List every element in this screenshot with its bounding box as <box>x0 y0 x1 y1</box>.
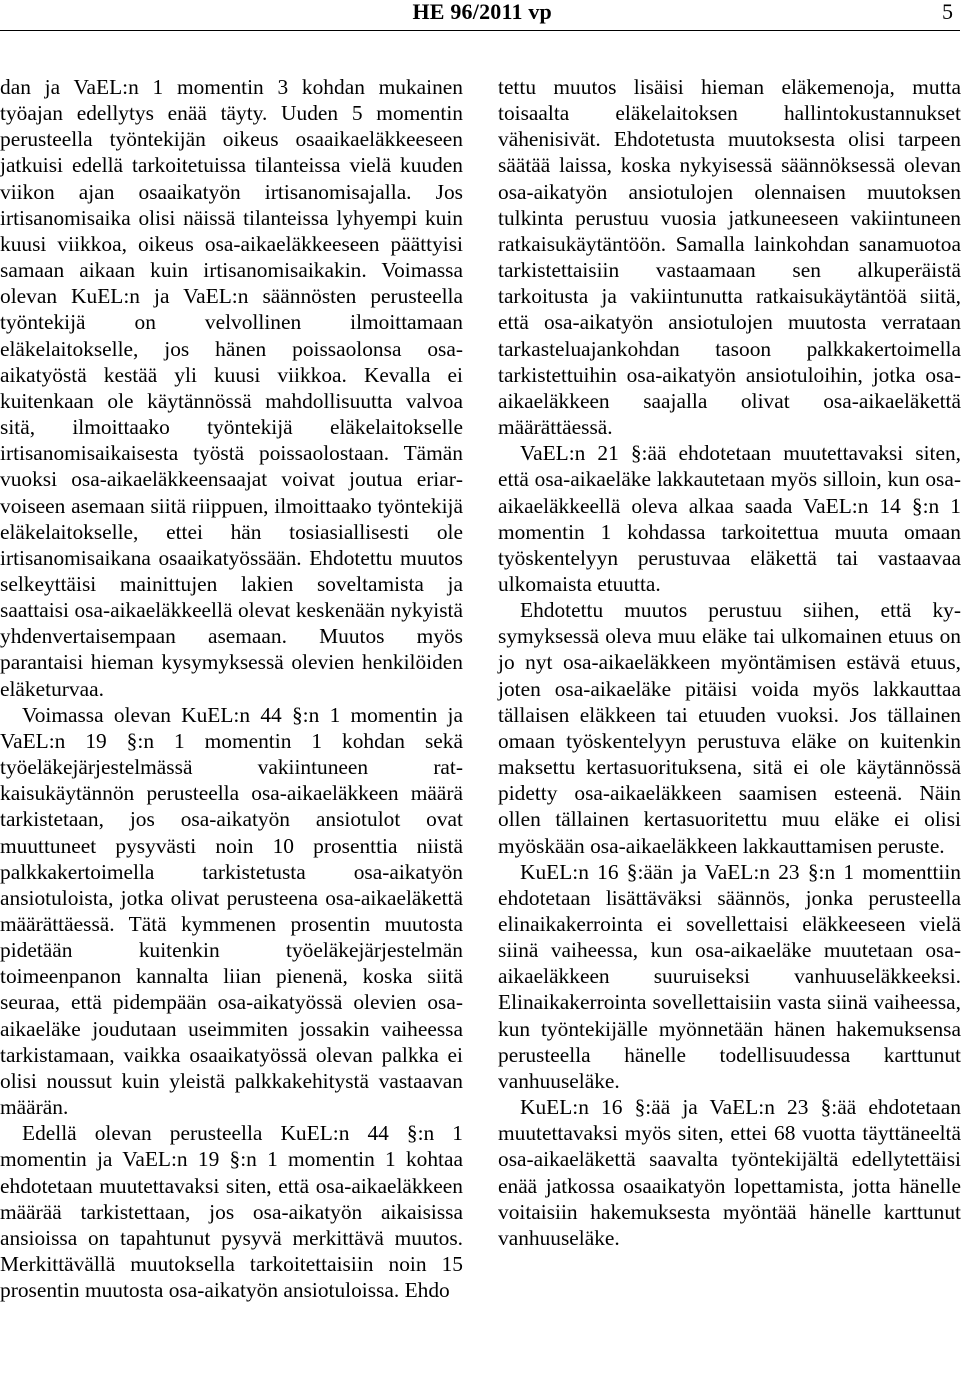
paragraph: Voimassa olevan KuEL:n 44 §:n 1 momentin ja VaEL:n 19 §:n 1 momentin 1 kohdan sekä työeläkejärjestelmässä vakiintuneen ratkaisukäytännön perusteella osa-aikaeläkkeen määrä tarkistetaan, jos osa-aikatyön ansiotulot ovat muuttuneet pysyvästi noin 10 prosenttia niistä palkkakertoimella tarkistetusta osa-aikatyön ansiotuloista, jotka olivat perusteena osa-aikaeläkettä määrättäessä. Tätä kymmenen prosentin muutosta pidetään kuitenkin työeläkejärjestelmän toimeenpanon kannalta liian pienenä, koska siitä seuraa, että pidempään osa-aikatyössä olevien osaaikaeläke joudutaan useimmiten jossakin vaiheessa tarkistamaan, vaikka osaaikatyössä olevan palkka ei olisi noussut kuin yleistä palkkakehitystä vastaavan määrän. <box>0 702 463 1120</box>
page-number: 5 <box>942 0 953 24</box>
right-column <box>498 74 961 1251</box>
header-rule <box>0 30 960 31</box>
paragraph: KuEL:n 16 §:ään ja VaEL:n 23 §:n 1 momenttiin ehdotetaan lisättäväksi säännös, jonka perusteella elinaikakerrointa ei sovellettaisi eläkkeeseen vielä siinä vaiheessa, kun osa-aikaeläke muutetaan osa-aikaeläkkeen suuruiseksi vanhuuseläkkeeksi. Elinaikakerrointa sovellettaisiin vasta siinä vaiheessa, kun työntekijälle myönnetään hänen hakemuksensa perusteella hänelle todellisuudessa karttunut vanhuuseläke. <box>498 859 961 1093</box>
paragraph: KuEL:n 16 §:ää ja VaEL:n 23 §:ää ehdotetaan muutettavaksi myös siten, ettei 68 vuotta täyttäneeltä osa-aikaeläkettä saavalta työntekijältä edellytettäisi enää jatkossa osaaikatyön lopettamista, jotta hänelle voitaisiin hakemuksesta myöntää hänelle karttunut vanhuuseläke. <box>498 1095 961 1250</box>
paragraph: Edellä olevan perusteella KuEL:n 44 §:n 1 momentin ja VaEL:n 19 §:n 1 momentin 1 kohtaa ehdotetaan muutettavaksi siten, että osa-aikaeläkkeen määrää tarkistettaan, jos osa-aikatyön aikaisissa ansioissa on tapahtunut pysyvä merkittävä muutos. Merkittävällä muutoksella tarkoitettaisiin noin 15 prosentin muutosta osa-aikatyön ansiotuloissa. Ehdo <box>0 1121 463 1303</box>
paragraph: dan ja VaEL:n 1 momentin 3 kohdan mukainen työajan edellytys enää täyty. Uuden 5 momentin perusteella työntekijän oikeus osaaikaeläkkeeseen jatkuisi edellä tarkoitetuissa tilanteissa vielä kuuden viikon ajan osaaikatyön irtisanomisajalla. Jos irtisanomisaika olisi näissä tilanteissa lyhyempi kuin kuusi viikkoa, oikeus osa-aikaeläkkeeseen päättyisi samaan aikaan kuin irtisanomisaikakin. Voimassa olevan KuEL:n ja VaEL:n säännösten perusteella työntekijä on velvollinen ilmoittamaan eläkelaitokselle, jos hänen poissaolonsa osa-aikatyöstä kestää yli kuusi viikkoa. Kevalla ei kuitenkaan ole käytännössä mahdollisuutta valvoa sitä, ilmoittaako työntekijä eläkelaitokselle irtisanomisaikaisesta työstä poissaolostaan. Tämän vuoksi osa-aikaeläkkeensaajat voivat joutua eriarvoiseen asemaan siitä riippuen, ilmoittaako työntekijä eläkelaitokselle, ettei hän tosiasiallisesti ole irtisanomisaikana osaaikatyössään. Ehdotettu muutos selkeyttäisi mainittujen lakien soveltamista ja saattaisi osa-aikaeläkkeellä olevat keskenään nykyistä yhdenvertaisempaan asemaan. Muutos myös parantaisi hieman kysymyksessä olevien henkilöiden eläketurvaa. <box>0 75 463 701</box>
paragraph: VaEL:n 21 §:ää ehdotetaan muutettavaksi siten, että osa-aikaeläke lakkautetaan myös silloin, kun osa-aikaeläkkeellä oleva alkaa saada VaEL:n 14 §:n 1 momentin 1 kohdassa tarkoitettua muuta omaan työskentelyyn perustuvaa eläkettä tai vastaavaa ulkomaista etuutta. <box>498 441 961 596</box>
left-column <box>0 74 463 1303</box>
paragraph: Ehdotettu muutos perustuu siihen, että kysymyksessä oleva muu eläke tai ulkomainen etuus on jo nyt osa-aikaeläkkeen myöntämisen estävä etuus, joten osa-aikaeläke pitäisi voida myös lakkauttaa tällaisen eläkkeen tai etuuden vuoksi. Jos tällainen omaan työskentelyyn perustuva eläke on kuitenkin maksettu kertasuorituksena, sitä ei ole käytännössä pidetty osa-aikaeläkkeen saamisen esteenä. Näin ollen tällainen kertasuoritettu muu eläke ei olisi myöskään osa-aikaeläkkeen lakkauttamisen peruste. <box>498 598 961 858</box>
paragraph: tettu muutos lisäisi hieman eläkemenoja, mutta toisaalta eläkelaitoksen hallintokustannukset vähenisivät. Ehdotetusta muutoksesta olisi tarpeen säätää laissa, koska nykyisessä säännöksessä olevan osa-aikatyön ansiotulojen olennaisen muutoksen tulkinta perustuu vuosia jatkuneeseen vakiintuneen ratkaisukäytäntöön. Samalla lainkohdan sanamuotoa tarkistettaisiin vastaamaan sen alkuperäistä tarkoitusta ja vakiintunutta ratkaisukäytäntöä siitä, että osa-aikatyön ansiotulojen muutosta verrataan tarkasteluajankohdan tasoon palkkakertoimella tarkistettuihin osa-aikatyön ansiotuloihin, jotka osa-aikaeläkkeen saajalla olivat osa-aikaeläkettä määrättäessä. <box>498 75 961 440</box>
page-header <box>0 0 960 28</box>
document-id: HE 96/2011 vp <box>412 0 552 24</box>
